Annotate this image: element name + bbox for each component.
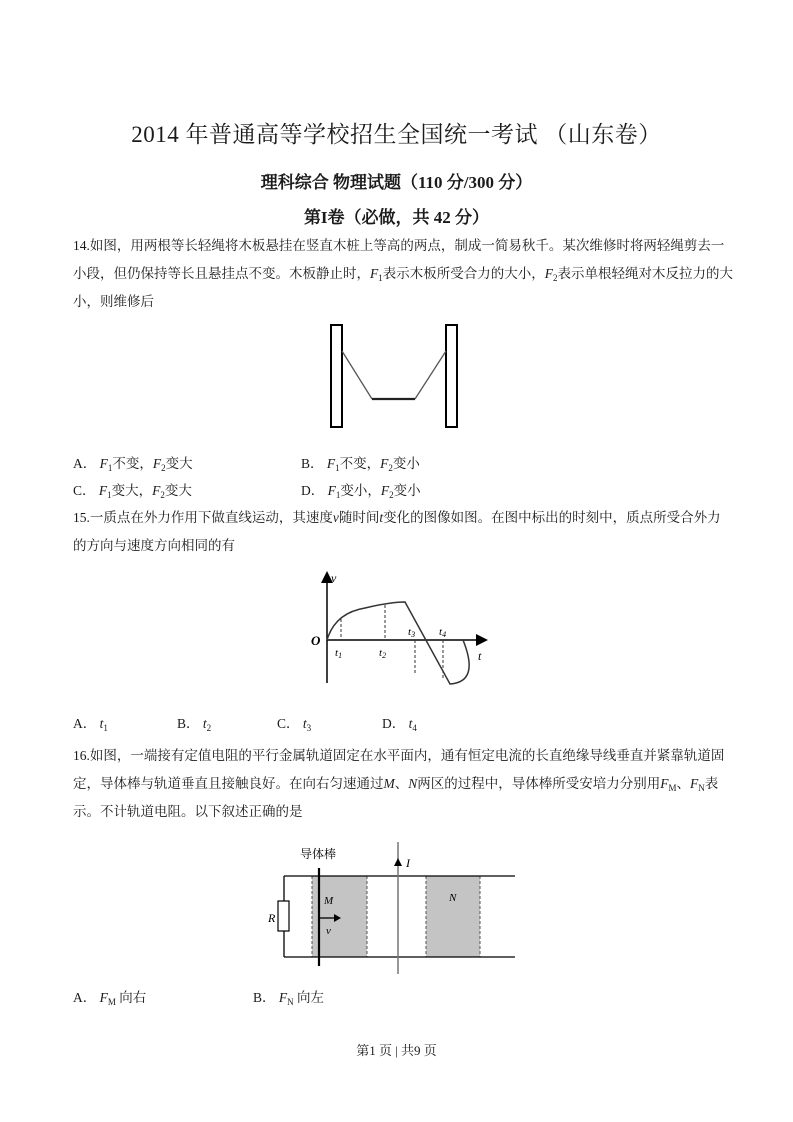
t-axis-label: t [478,649,482,663]
origin-label: O [311,633,321,648]
option-15-d[interactable]: D． $t_4$ [382,716,417,733]
left-rope [342,351,372,399]
current-label: I [406,856,410,870]
t1-label: t1 [335,647,343,660]
option-15-c[interactable]: C． $t_3$ [277,716,312,733]
resistor-label: R [268,911,276,925]
v-t-curve [327,602,469,684]
swing-figure [320,318,470,433]
question-15-stem: 15.一质点在外力作用下做直线运动，其速度v随时间t变化的图像如图。在图中标出的时刻中，质点所受合外力的方向与速度方向相同的有 [73,510,721,553]
v-axis-label: v [331,571,337,585]
region-m [312,876,367,957]
velocity-label: v [326,925,331,937]
t4-label: t4 [439,626,447,639]
resistor [278,901,289,931]
right-post [446,325,457,427]
section-heading: 第I卷（必做，共 42 分） [303,208,490,227]
velocity-time-graph [305,568,495,690]
option-14-c[interactable]: C． $F_1$变大，$F_2$变大 [73,483,192,500]
region-m-label: M [324,895,334,907]
option-14-d[interactable]: D． $F_1$变小，$F_2$变小 [301,483,421,500]
question-number: 16. [73,748,90,763]
rod-label: 导体棒 [300,847,337,861]
question-14-stem: 14.如图，用两根等长轻绳将木板悬挂在竖直木桩上等高的两点，制成一简易秋千。某次维修时将两轻绳剪去一小段，但仍保持等长且悬挂点不变。木板静止时，$F_1$表示木板所受合力的大小，$F_2$表示单根轻绳对木反拉力的大小，则维修后 [73,238,733,309]
t3-label: t3 [408,626,416,639]
region-n [426,876,480,957]
option-14-b[interactable]: B． $F_1$不变，$F_2$变小 [301,456,420,473]
right-rope [415,351,446,399]
region-n-label: N [449,892,457,904]
rail-circuit-figure [260,838,530,976]
option-14-a[interactable]: A． $F_1$不变，$F_2$变大 [73,456,193,473]
question-number: 14. [73,238,90,253]
exam-title: 2014 年普通高等学校招生全国统一考试 （山东卷） [131,122,662,147]
option-15-b[interactable]: B． $t_2$ [177,716,212,733]
option-16-a[interactable]: A． $F_M$ 向右 [73,990,147,1007]
t2-label: t2 [379,647,387,660]
question-number: 15. [73,510,90,525]
left-post [331,325,342,427]
option-16-b[interactable]: B． $F_N$ 向左 [253,990,325,1007]
question-16-stem: 16.如图，一端接有定值电阻的平行金属轨道固定在水平面内，通有恒定电流的长直绝缘导线垂直并紧靠轨道固定，导体棒与轨道垂直且接触良好。在向右匀速通过M、N两区的过程中，导体棒所受安培力分别用$F_M$、$F_N$表示。不计轨道电阻。以下叙述正确的是 [73,748,725,819]
exam-subtitle: 理科综合 物理试题（110 分/300 分） [260,173,533,192]
page-footer: 第1 页 | 共9 页 [356,1043,437,1058]
option-15-a[interactable]: A． $t_1$ [73,716,108,733]
current-arrow-icon [394,858,402,866]
